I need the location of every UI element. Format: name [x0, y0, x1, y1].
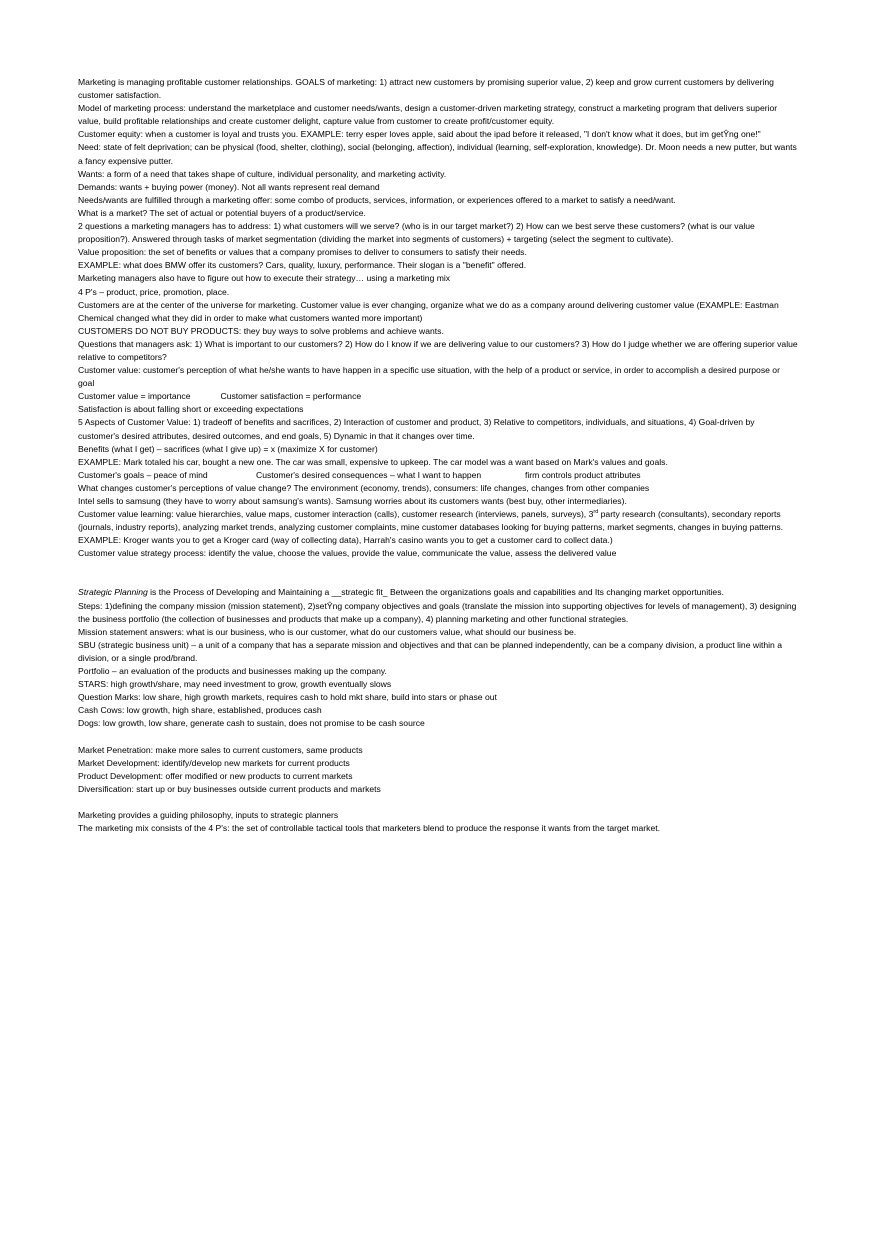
goals-item-a: Customer's goals – peace of mind: [78, 469, 208, 480]
paragraph: Benefits (what I get) – sacrifices (what I give up) = x (maximize X for customer): [78, 443, 378, 454]
strategic-planning-paragraph: [78, 586, 798, 599]
paragraph: Marketing is managing profitable customer relationships. GOALS of marketing: 1) attract new customers by promising superior value, 2) keep and grow current customers by delivering customer satisfaction.: [78, 77, 774, 101]
paragraph: Portfolio – an evaluation of the products and businesses making up the company.: [78, 666, 387, 677]
paragraph: Cash Cows: low growth, high share, established, produces cash: [78, 705, 322, 716]
paragraph: Value proposition: the set of benefits or values that a company promises to deliver to consumers to satisfy their needs.: [78, 247, 527, 258]
paragraph: Satisfaction is about falling short or exceeding expectations: [78, 404, 304, 415]
paragraph: Customers are at the center of the universe for marketing. Customer value is ever changing, organize what we do as a company around delivering customer value (EXAMPLE: Eastman Chemical changed what they did in order to make what customers wanted more important): [78, 299, 779, 323]
paragraph: Question Marks: low share, high growth markets, requires cash to hold mkt share, build into stars or phase out: [78, 692, 497, 703]
goals-item-b: Customer's desired consequences – what I want to happen: [256, 469, 482, 480]
paragraph: What is a market? The set of actual or potential buyers of a product/service.: [78, 207, 366, 218]
paragraph: Model of marketing process: understand the marketplace and customer needs/wants, design a customer-driven marketing strategy, construct a marketing program that delivers superior value, build profitable relationships and create customer delight, capture value from customer to create profit/customer equity.: [78, 103, 778, 127]
paragraph: Product Development: offer modified or new products to current markets: [78, 770, 353, 781]
paragraph: Need: state of felt deprivation; can be physical (food, shelter, clothing), social (belonging, affection), individual (learning, self-exploration, knowledge). Dr. Moon needs a new putter, but wants a fancy expensive putter.: [78, 142, 797, 166]
goals-item-c: firm controls product attributes: [525, 469, 641, 480]
paragraph: Needs/wants are fulfilled through a marketing offer: some combo of products, services, information, or experiences offered to a market to satisfy a need/want.: [78, 194, 676, 205]
paragraph: 2 questions a marketing managers has to address: 1) what customers will we serve? (who is in our target market?) 2) How can we best serve these customers? (what is our value proposition?). Answered through tasks of market segmentation (dividing the market into segments of customers) + targeting (select the segment to cultivate).: [78, 221, 755, 245]
paragraph: Questions that managers ask: 1) What is important to our customers? 2) How do I know if we are delivering value to our customers? 3) How do I judge whether we are offering superior value relative to competitors?: [78, 338, 798, 362]
document-page: [78, 76, 798, 835]
paragraph: Customer equity: when a customer is loyal and trusts you. EXAMPLE: terry esper loves apple, said about the ipad before it released, "I don't know what it does, but im getŶng one!": [78, 129, 761, 140]
value-equation-left: Customer value = importance: [78, 391, 191, 402]
strategic-planning-text: is the Process of Developing and Maintaining a __strategic fit_ Between the organizations goals and capabilities and Its changing market opportunities.: [147, 587, 724, 598]
learning-text-b: party research (consultants), secondary reports (journals, industry reports), analyzing market trends, analyzing customer complaints, mine customer databases looking for buying patterns, market segments, changes in buying patterns. EXAMPLE: Kroger wants you to get a Kroger card (way of collecting data), Harrah's casino wants you to get a customer card to collect data.): [78, 509, 784, 546]
paragraph: SBU (strategic business unit) – a unit of a company that has a separate mission and objectives and that can be planned independently, can be a company division, a product line within a division, or a single prod/brand.: [78, 639, 782, 663]
paragraph: The marketing mix consists of the 4 P's: the set of controllable tactical tools that marketers blend to produce the response it wants from the target market.: [78, 822, 660, 833]
paragraph: Customer value strategy process: identify the value, choose the values, provide the value, communicate the value, assess the delivered value: [78, 548, 617, 559]
paragraph: STARS: high growth/share, may need investment to grow, growth eventually slows: [78, 679, 392, 690]
paragraph: Diversification: start up or buy businesses outside current products and markets: [78, 783, 381, 794]
paragraph: EXAMPLE: Mark totaled his car, bought a new one. The car was small, expensive to upkeep. The car model was a want based on Mark's values and goals.: [78, 456, 668, 467]
value-equation-right: Customer satisfaction = performance: [220, 391, 362, 402]
paragraph: 4 P's – product, price, promotion, place.: [78, 286, 230, 297]
learning-paragraph: [78, 508, 798, 547]
paragraph: 5 Aspects of Customer Value: 1) tradeoff of benefits and sacrifices, 2) Interaction of customer and product, 3) Relative to competitors, individuals, and situations, 4) Goal-driven by customer's desired attributes, desired outcomes, and end goals, 5) Dynamic in that it changes over time.: [78, 417, 755, 441]
paragraph: Steps: 1)defining the company mission (mission statement), 2)setŶng company objectives and goals (translate the mission into supporting objectives for levels of management), 3) designing the business portfolio (the collection of businesses and products that make up a company), 4) planning marketing and other functional strategies.: [78, 600, 797, 624]
paragraph: EXAMPLE: what does BMW offer its customers? Cars, quality, luxury, performance. Their slogan is a "benefit" offered.: [78, 260, 527, 271]
paragraph: Marketing provides a guiding philosophy, inputs to strategic planners: [78, 809, 339, 820]
value-equation-line: [78, 390, 798, 403]
learning-text-a: Customer value learning: value hierarchies, value maps, customer interaction (calls), customer research (interviews, panels, surveys), 3: [78, 509, 594, 520]
paragraph: CUSTOMERS DO NOT BUY PRODUCTS: they buy ways to solve problems and achieve wants.: [78, 325, 444, 336]
paragraph: What changes customer's perceptions of value change? The environment (economy, trends), consumers: life changes, changes from other companies: [78, 482, 650, 493]
paragraph: Customer value: customer's perception of what he/she wants to have happen in a specific use situation, with the help of a product or service, in order to accomplish a desired purpose or goal: [78, 365, 780, 389]
paragraph: Intel sells to samsung (they have to worry about samsung's wants). Samsung worries about its customers wants (best buy, other intermediaries).: [78, 496, 627, 506]
paragraph: Demands: wants + buying power (money). Not all wants represent real demand: [78, 181, 380, 192]
paragraph: Market Penetration: make more sales to current customers, same products: [78, 744, 363, 755]
paragraph: Wants: a form of a need that takes shape of culture, individual personality, and marketing activity.: [78, 168, 447, 179]
goals-line: [78, 469, 798, 482]
ordinal-superscript: rd: [593, 509, 599, 516]
paragraph: Market Development: identify/develop new markets for current products: [78, 757, 350, 768]
paragraph: Dogs: low growth, low share, generate cash to sustain, does not promise to be cash source: [78, 718, 425, 729]
strategic-planning-term: Strategic Planning: [78, 587, 148, 598]
paragraph: Mission statement answers: what is our business, who is our customer, what do our customers value, what should our business be.: [78, 626, 577, 637]
paragraph: Marketing managers also have to figure out how to execute their strategy… using a marketing mix: [78, 273, 451, 284]
